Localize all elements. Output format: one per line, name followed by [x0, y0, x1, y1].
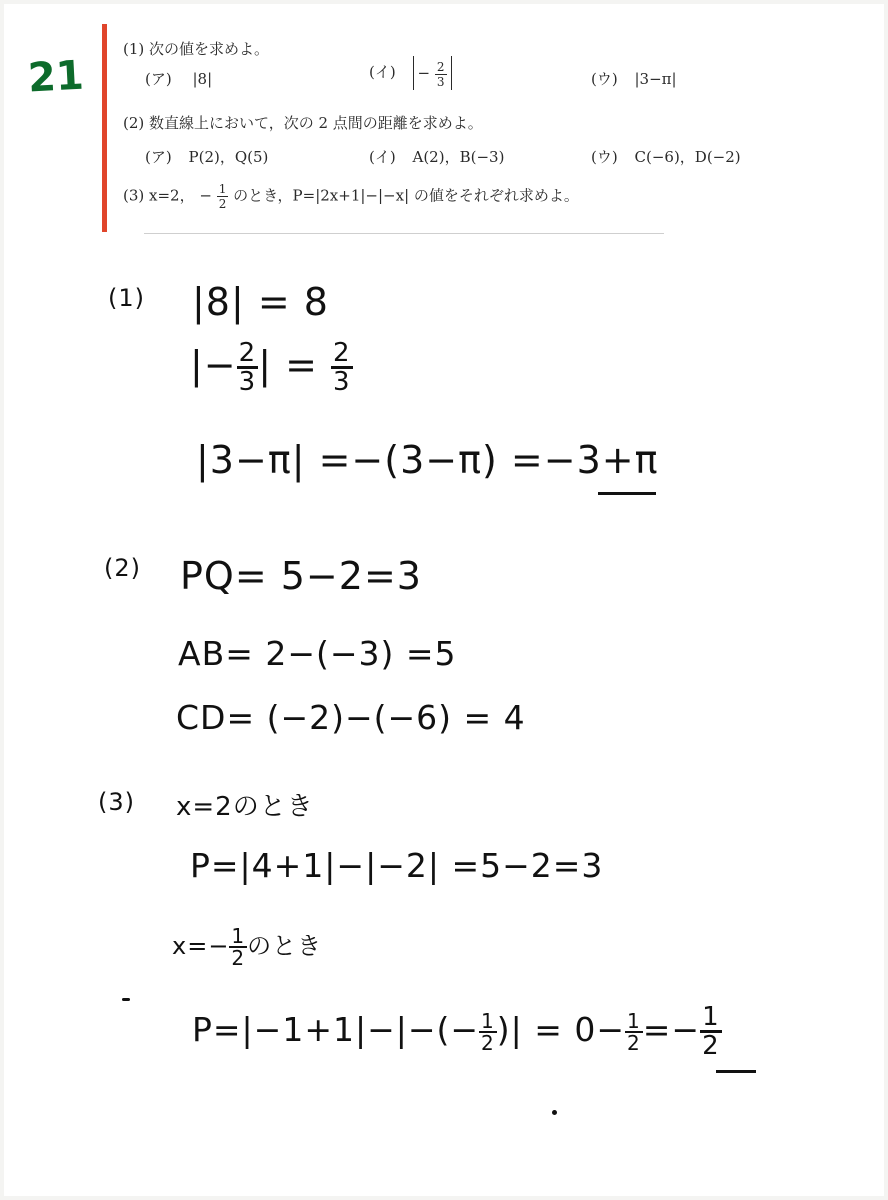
q3-tail: のとき，P=|2x+1|−|−x| の値をそれぞれ求めよ。 — [233, 186, 579, 205]
q1-b-label: (イ) — [369, 63, 396, 81]
q1-a — [145, 68, 212, 89]
answer-1-line-3: |3−π| =−(3−π) =−3+π — [196, 438, 659, 482]
q3-lead: (3) x=2， − — [123, 186, 212, 205]
q2-c — [591, 146, 741, 167]
q1-b-expr — [413, 56, 452, 90]
ink-dot — [552, 1110, 557, 1115]
q2-a — [145, 146, 268, 167]
answer-2-label: (2) — [104, 554, 141, 582]
answer-3-case-2-fraction: $\frac{1}{2}$ — [231, 924, 246, 970]
q2-a-expr: P(2)，Q(5) — [188, 148, 269, 166]
q2-b-label: (イ) — [369, 148, 396, 166]
q3-fraction: $\frac{1}{2}$ — [218, 182, 227, 211]
q2-a-label: (ア) — [145, 148, 172, 166]
q1-a-label: (ア) — [145, 70, 172, 88]
q2-c-label: (ウ) — [591, 148, 618, 166]
q3-line — [123, 182, 579, 211]
answer-3-case-2: x=− $\frac{1}{2}$ のとき — [172, 924, 323, 970]
problem-number: 21 — [26, 52, 85, 102]
answer-3-line-2-fraction-a: $\frac{1}{2}$ — [481, 1008, 495, 1055]
answer-2-line-3: CD= (−2)−(−6) = 4 — [176, 698, 526, 737]
q1-a-expr: |8| — [192, 70, 213, 88]
answer-1-line-1: |8| = 8 — [192, 280, 329, 324]
answer-3-underline — [716, 1070, 756, 1073]
q1-c-label: (ウ) — [591, 70, 618, 88]
answer-1-label: (1) — [108, 284, 145, 312]
q1-heading: (1) 次の値を求めよ。 — [123, 40, 270, 58]
answer-3-label: (3) — [98, 788, 135, 816]
answer-3-line-1: P=|4+1|−|−2| =5−2=3 — [190, 846, 604, 885]
divider-line — [144, 233, 664, 234]
q1-c-expr: |3−π| — [634, 70, 677, 88]
q2-b-expr: A(2)，B(−3) — [412, 148, 505, 166]
answer-2-line-2: AB= 2−(−3) =5 — [178, 634, 457, 673]
printed-question-block — [102, 24, 741, 232]
answer-1-underline — [598, 492, 656, 495]
q1-b — [369, 56, 452, 90]
q2-heading: (2) 数直線上において，次の 2 点間の距離を求めよ。 — [123, 114, 483, 132]
answer-1-fraction-right: $\frac{2}{3}$ — [333, 338, 351, 397]
q1-b-fraction: $\frac{2}{3}$ — [436, 59, 445, 89]
answer-1-fraction-left: $\frac{2}{3}$ — [238, 338, 257, 397]
worksheet-page — [4, 4, 884, 1196]
q1-c — [591, 68, 677, 89]
q2-b — [369, 146, 504, 167]
answer-2-line-1: PQ= 5−2=3 — [180, 554, 422, 598]
answer-3-line-2: P=|−1+1|−|−(− $\frac{1}{2}$ )| = 0− $\frac{1}{2}$ =− $\frac{1}{2}$ — [192, 1002, 720, 1061]
ink-mark — [122, 998, 130, 1001]
answer-3-line-2-fraction-b: $\frac{1}{2}$ — [627, 1008, 641, 1055]
answer-1-line-2: |− $\frac{2}{3}$ | = $\frac{2}{3}$ — [190, 338, 351, 397]
q2-c-expr: C(−6)，D(−2) — [634, 148, 741, 166]
q1-b-sign: − — [417, 64, 431, 82]
answer-3-line-2-fraction-c: $\frac{1}{2}$ — [702, 1002, 720, 1061]
answer-3-case-1: x=2のとき — [176, 792, 314, 822]
